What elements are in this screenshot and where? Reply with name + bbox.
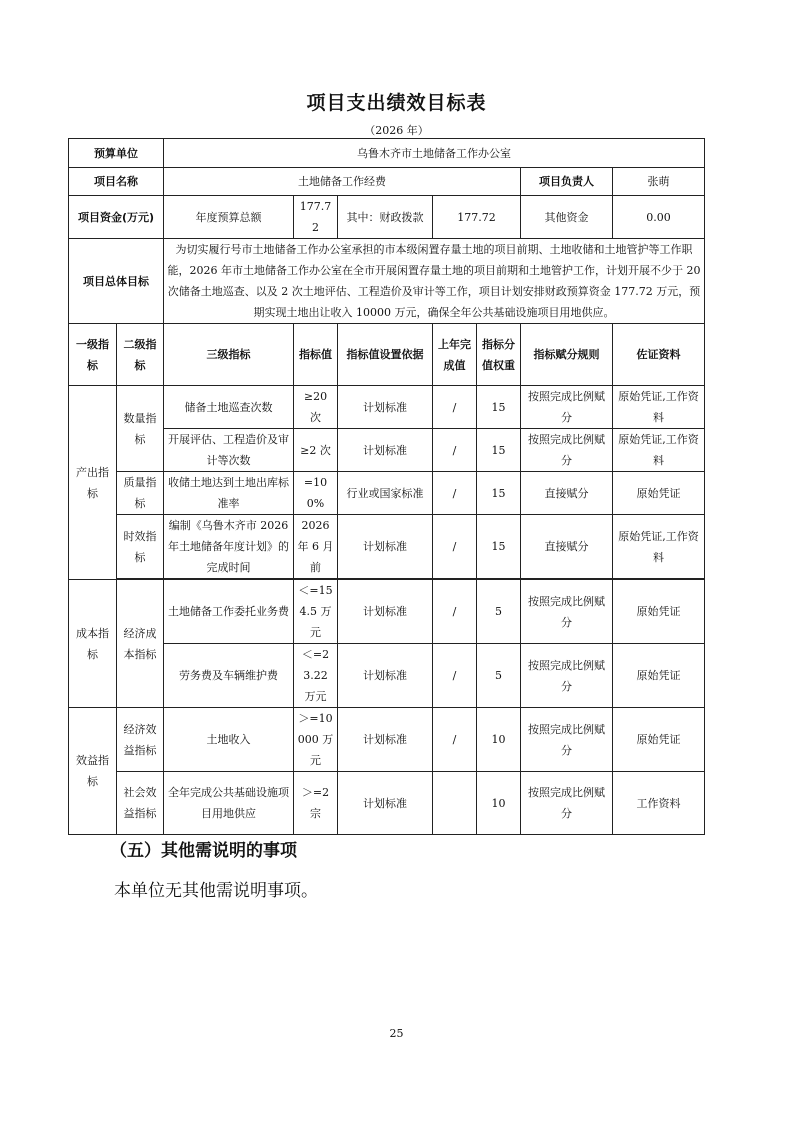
basis-cell: 计划标准	[338, 644, 433, 708]
group-output: 产出指标	[69, 386, 117, 580]
last-year-cell: /	[433, 580, 477, 644]
weight-cell: 15	[477, 515, 521, 579]
indicator-cell: 储备土地巡查次数	[164, 386, 294, 429]
indicator-cell: 编制《乌鲁木齐市 2026 年土地储备年度计划》的完成时间	[164, 515, 294, 579]
value-cell: ＞=2 宗	[294, 772, 338, 835]
performance-goal-table	[68, 138, 705, 835]
basis-cell: 计划标准	[338, 429, 433, 472]
evidence-cell: 原始凭证	[613, 580, 705, 644]
indicator-cell: 全年完成公共基础设施项目用地供应	[164, 772, 294, 835]
basis-cell: 计划标准	[338, 580, 433, 644]
group-benefit: 效益指标	[69, 708, 117, 835]
evidence-cell: 原始凭证	[613, 708, 705, 772]
rule-cell: 按照完成比例赋分	[521, 772, 613, 835]
value-cell: ＜=154.5 万元	[294, 580, 338, 644]
project-name-row	[69, 168, 705, 196]
evidence-cell: 原始凭证,工作资料	[613, 429, 705, 472]
basis-cell: 计划标准	[338, 708, 433, 772]
group-timeliness: 时效指标	[117, 515, 164, 579]
evidence-cell: 原始凭证	[613, 644, 705, 708]
basis-cell: 计划标准	[338, 515, 433, 579]
header-level1: 一级指标	[69, 324, 117, 386]
indicator-cell: 土地收入	[164, 708, 294, 772]
section-body: 本单位无其他需说明事项。	[114, 881, 318, 901]
table-row	[69, 644, 705, 708]
page-number: 25	[389, 1027, 404, 1040]
group-econ-benefit: 经济效益指标	[117, 708, 164, 772]
header-last-year: 上年完成值	[433, 324, 477, 386]
fiscal-funds-label: 其中：财政拨款	[338, 196, 433, 239]
budget-unit-value: 乌鲁木齐市土地储备工作办公室	[164, 139, 705, 168]
group-quantity: 数量指标	[117, 386, 164, 472]
header-basis: 指标值设置依据	[338, 324, 433, 386]
rule-cell: 按照完成比例赋分	[521, 708, 613, 772]
project-name-label: 项目名称	[69, 168, 164, 196]
table-row	[69, 580, 705, 644]
last-year-cell: /	[433, 708, 477, 772]
rule-cell: 直接赋分	[521, 515, 613, 579]
budget-unit-label: 预算单位	[69, 139, 164, 168]
fiscal-funds-value: 177.72	[433, 196, 521, 239]
project-funds-label: 项目资金(万元)	[69, 196, 164, 239]
annual-budget-value: 177.72	[294, 196, 338, 239]
rule-cell: 按照完成比例赋分	[521, 644, 613, 708]
evidence-cell: 原始凭证,工作资料	[613, 386, 705, 429]
last-year-cell: /	[433, 386, 477, 429]
last-year-cell: /	[433, 515, 477, 579]
rule-cell: 按照完成比例赋分	[521, 580, 613, 644]
weight-cell: 10	[477, 772, 521, 835]
weight-cell: 15	[477, 386, 521, 429]
value-cell: ＞=10000 万元	[294, 708, 338, 772]
table-row	[69, 386, 705, 429]
header-weight: 指标分值权重	[477, 324, 521, 386]
evidence-cell: 原始凭证	[613, 472, 705, 515]
basis-cell: 行业或国家标准	[338, 472, 433, 515]
rule-cell: 按照完成比例赋分	[521, 429, 613, 472]
overall-goal-text: 为切实履行号市土地储备工作办公室承担的市本级闲置存量土地的项目前期、土地收储和土地管护等工作职能，2026 年市土地储备工作办公室在全市开展闲置存量土地的项目前期和土地管护工作，计划开展不少于 20 次储备土地巡查、以及 2 次土地评估、工程造价及审计等工作，项目计划安排财政预算资金 177.72 万元，预期实现土地出让收入 10000 万元，确保全年公共基础设施项目用地供应。	[164, 239, 705, 324]
indicator-header-row	[69, 324, 705, 386]
page-title: 项目支出绩效目标表	[306, 92, 487, 114]
budget-unit-row	[69, 139, 705, 168]
project-funds-row	[69, 196, 705, 239]
value-cell: ＜=23.22 万元	[294, 644, 338, 708]
value-cell: =100%	[294, 472, 338, 515]
project-manager-label: 项目负责人	[521, 168, 613, 196]
rule-cell: 直接赋分	[521, 472, 613, 515]
weight-cell: 15	[477, 472, 521, 515]
header-evidence: 佐证资料	[613, 324, 705, 386]
indicator-cell: 土地储备工作委托业务费	[164, 580, 294, 644]
indicator-cell: 劳务费及车辆维护费	[164, 644, 294, 708]
group-social-benefit: 社会效益指标	[117, 772, 164, 835]
indicator-cell: 开展评估、工程造价及审计等次数	[164, 429, 294, 472]
year-label: （2026 年）	[364, 124, 429, 137]
group-cost: 成本指标	[69, 580, 117, 708]
group-quality: 质量指标	[117, 472, 164, 515]
basis-cell: 计划标准	[338, 772, 433, 835]
last-year-cell	[433, 772, 477, 835]
project-manager-value: 张萌	[613, 168, 705, 196]
other-funds-label: 其他资金	[521, 196, 613, 239]
last-year-cell: /	[433, 644, 477, 708]
header-value: 指标值	[294, 324, 338, 386]
header-rule: 指标赋分规则	[521, 324, 613, 386]
group-econ-cost: 经济成本指标	[117, 580, 164, 708]
table-row	[69, 772, 705, 835]
value-cell: ≥20 次	[294, 386, 338, 429]
table-row	[69, 708, 705, 772]
weight-cell: 5	[477, 580, 521, 644]
evidence-cell: 工作资料	[613, 772, 705, 835]
annual-budget-label: 年度预算总额	[164, 196, 294, 239]
basis-cell: 计划标准	[338, 386, 433, 429]
other-funds-value: 0.00	[613, 196, 705, 239]
table-row	[69, 429, 705, 472]
section-heading: （五）其他需说明的事项	[110, 841, 297, 861]
header-level2: 二级指标	[117, 324, 164, 386]
evidence-cell: 原始凭证,工作资料	[613, 515, 705, 579]
project-name-value: 土地储备工作经费	[164, 168, 521, 196]
overall-goal-label: 项目总体目标	[69, 239, 164, 324]
indicator-cell: 收储土地达到土地出库标准率	[164, 472, 294, 515]
overall-goal-row	[69, 239, 705, 324]
weight-cell: 10	[477, 708, 521, 772]
table-row	[69, 515, 705, 579]
value-cell: 2026 年 6 月前	[294, 515, 338, 579]
table-row	[69, 472, 705, 515]
last-year-cell: /	[433, 472, 477, 515]
rule-cell: 按照完成比例赋分	[521, 386, 613, 429]
header-level3: 三级指标	[164, 324, 294, 386]
last-year-cell: /	[433, 429, 477, 472]
value-cell: ≥2 次	[294, 429, 338, 472]
weight-cell: 15	[477, 429, 521, 472]
weight-cell: 5	[477, 644, 521, 708]
